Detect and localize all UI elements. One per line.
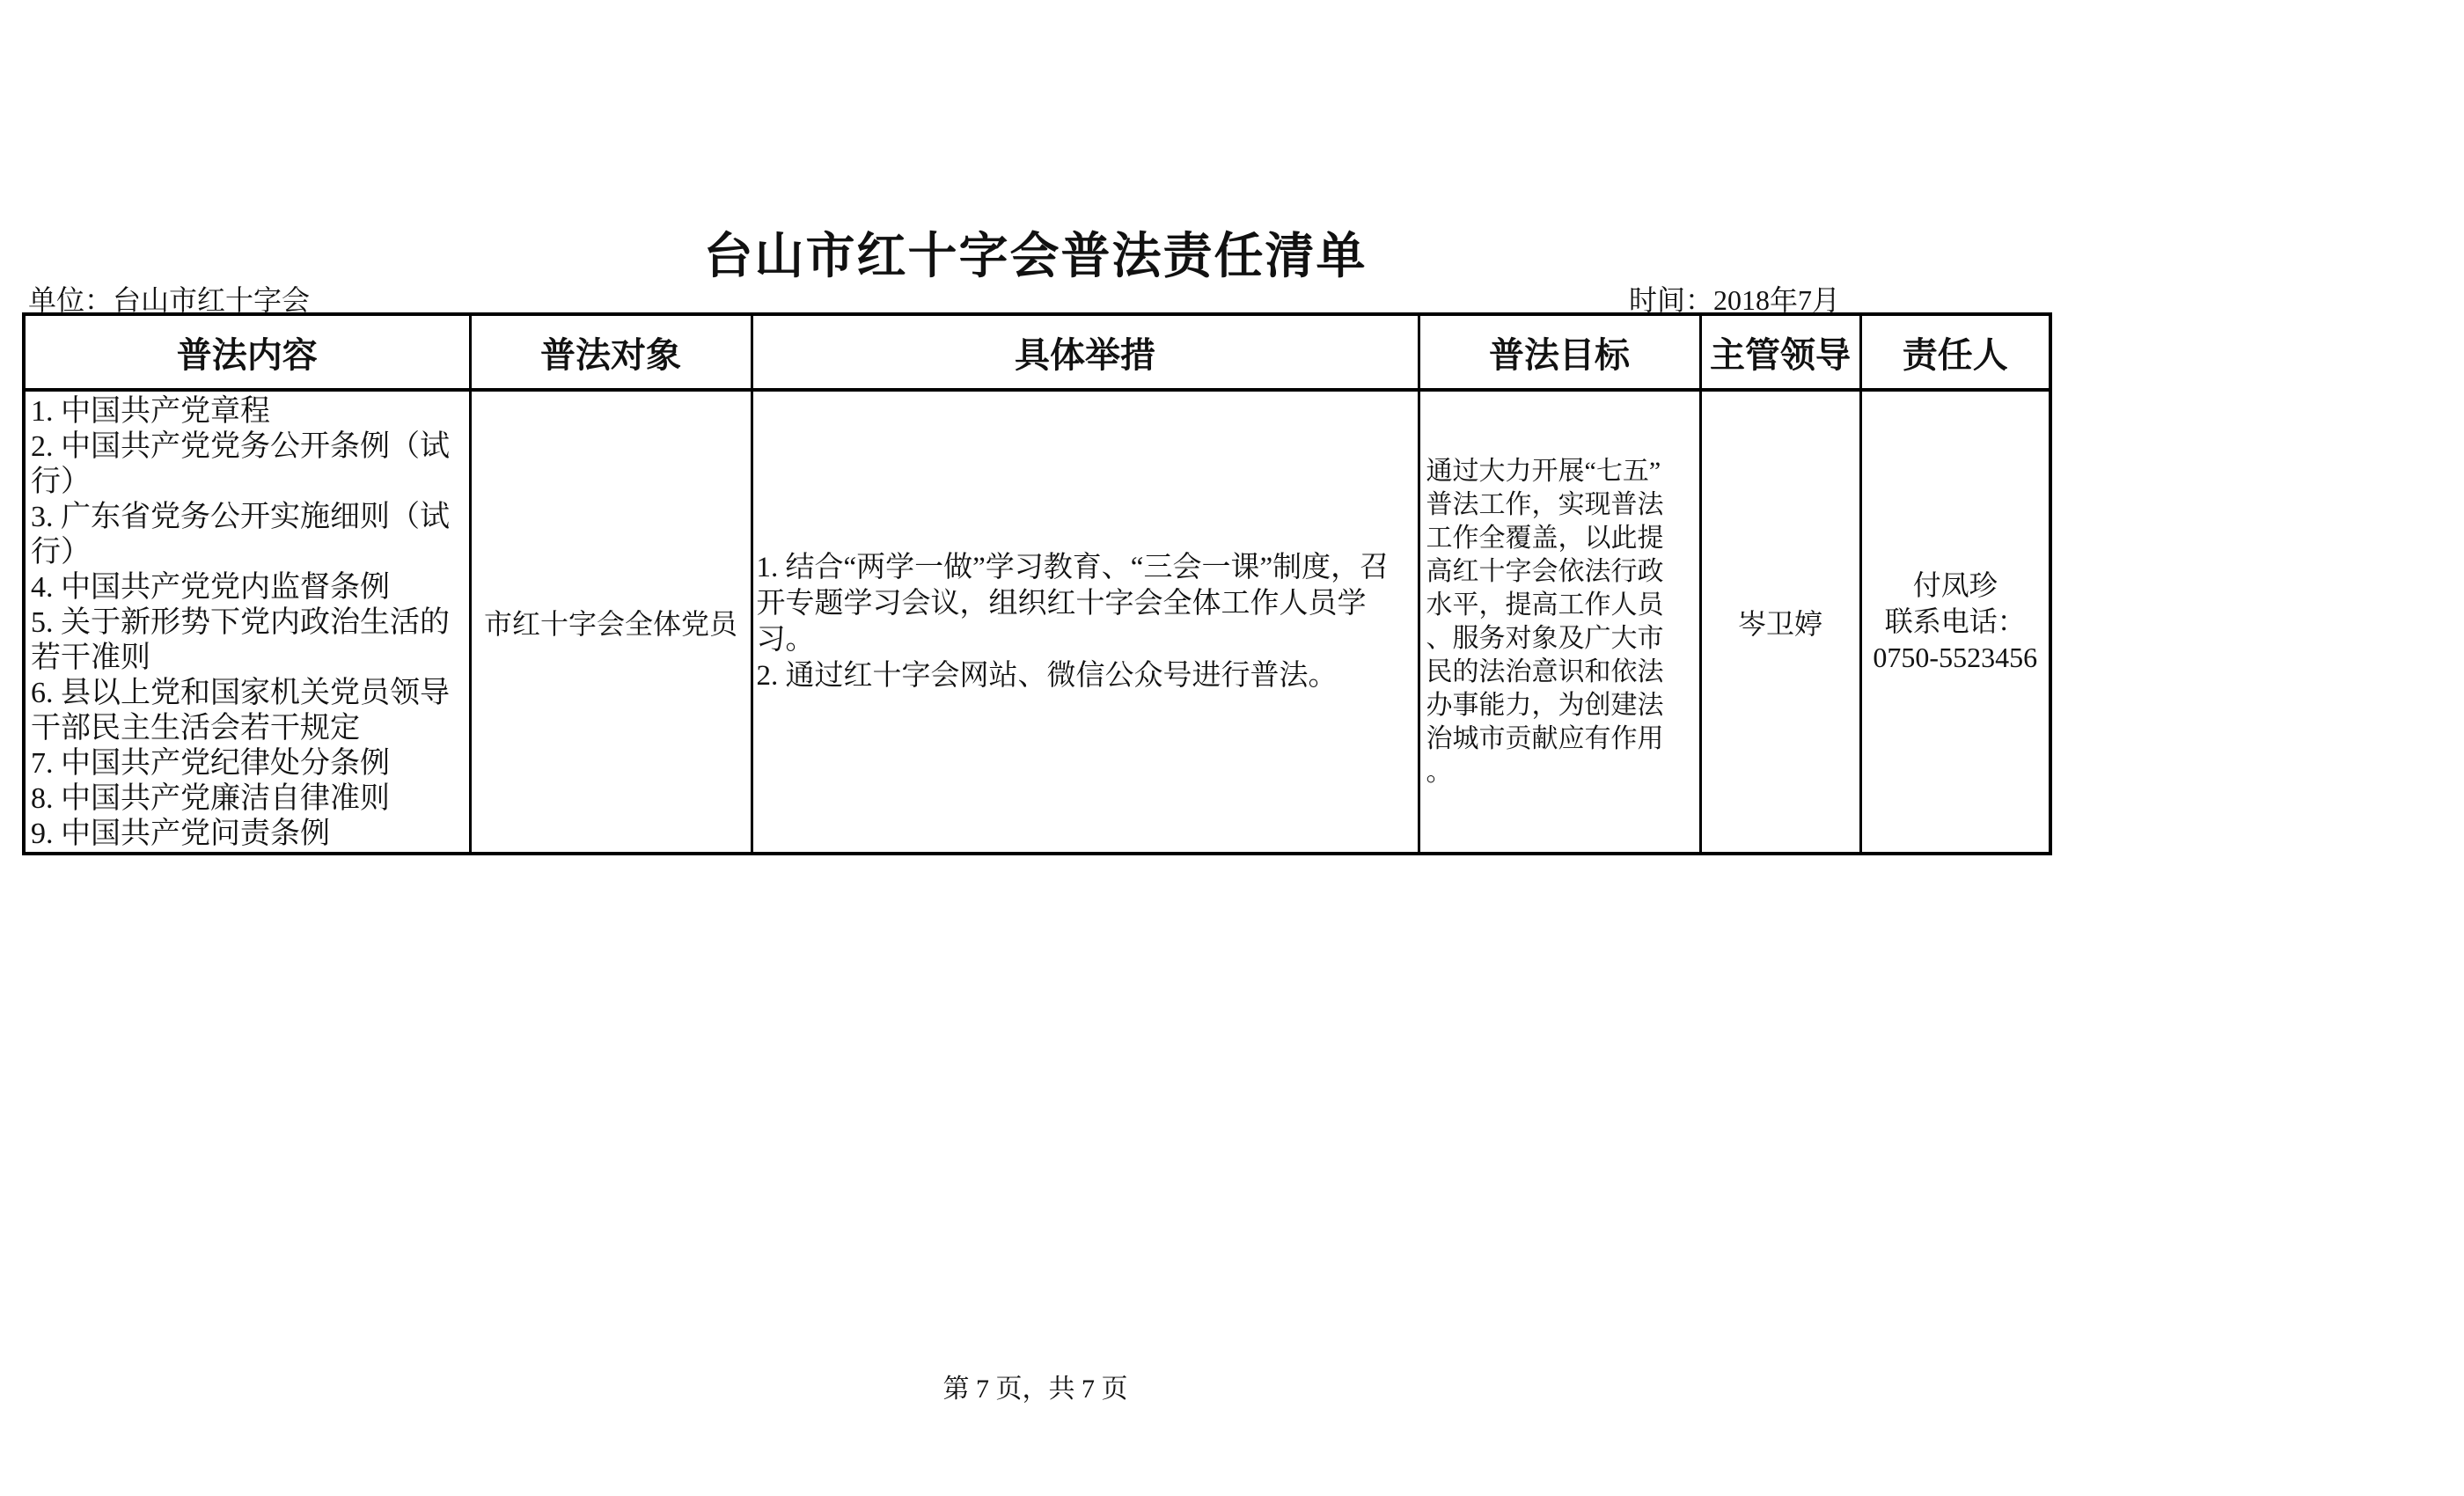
- responsibility-table: [22, 312, 2052, 855]
- leader-cell: 岑卫婷: [1700, 390, 1860, 854]
- law-item: 7. 中国共产党纪律处分条例: [31, 747, 390, 780]
- law-item: 9. 中国共产党问责条例: [31, 818, 330, 850]
- phone-number: 0750-5523456: [1873, 642, 2038, 673]
- unit-label: 单位：台山市红十字会: [28, 284, 311, 316]
- law-item: 4. 中国共产党党内监督条例: [31, 571, 390, 604]
- date-label: 时间：2018年7月: [1629, 284, 1841, 316]
- page-number-footer: 第 7 页，共 7 页: [942, 1375, 1128, 1404]
- header-audience: 普法对象: [470, 314, 752, 390]
- law-content-cell: [24, 390, 470, 854]
- measures-cell: [752, 390, 1419, 854]
- audience-cell: 市红十字会全体党员: [470, 390, 752, 854]
- law-item: 3. 广东省党务公开实施细则（试行）: [31, 501, 450, 568]
- table-row: [24, 390, 2050, 854]
- law-item: 5. 关于新形势下党内政治生活的若干准则: [31, 606, 450, 674]
- page-title: 台山市红十字会普法责任清单: [703, 230, 1368, 284]
- measure-item: 2. 通过红十字会网站、微信公众号进行普法。: [756, 659, 1338, 692]
- header-leader: 主管领导: [1700, 314, 1860, 390]
- header-measures: 具体举措: [752, 314, 1419, 390]
- law-item: 1. 中国共产党章程: [31, 395, 270, 428]
- header-law-content: 普法内容: [24, 314, 470, 390]
- responsible-name: 付凤珍: [1912, 569, 1998, 601]
- table-header-row: [24, 314, 2050, 390]
- law-item: 6. 县以上党和国家机关党员领导干部民主生活会若干规定: [31, 677, 450, 744]
- measure-item: 1. 结合“两学一做”学习教育、“三会一课”制度，召开专题学习会议，组织红十字会全体工作人员学习。: [756, 551, 1390, 656]
- goal-cell: 通过大力开展“七五”普法工作，实现普法工作全覆盖，以此提高红十字会依法行政水平，提高工作人员、服务对象及广大市民的法治意识和依法办事能力，为创建法治城市贡献应有作用。: [1419, 390, 1700, 854]
- header-responsible: 责任人: [1860, 314, 2050, 390]
- responsible-cell: [1860, 390, 2050, 854]
- phone-label: 联系电话：: [1884, 605, 2026, 637]
- law-item: 8. 中国共产党廉洁自律准则: [31, 782, 390, 815]
- header-goal: 普法目标: [1419, 314, 1700, 390]
- law-item: 2. 中国共产党党务公开条例（试行）: [31, 430, 450, 498]
